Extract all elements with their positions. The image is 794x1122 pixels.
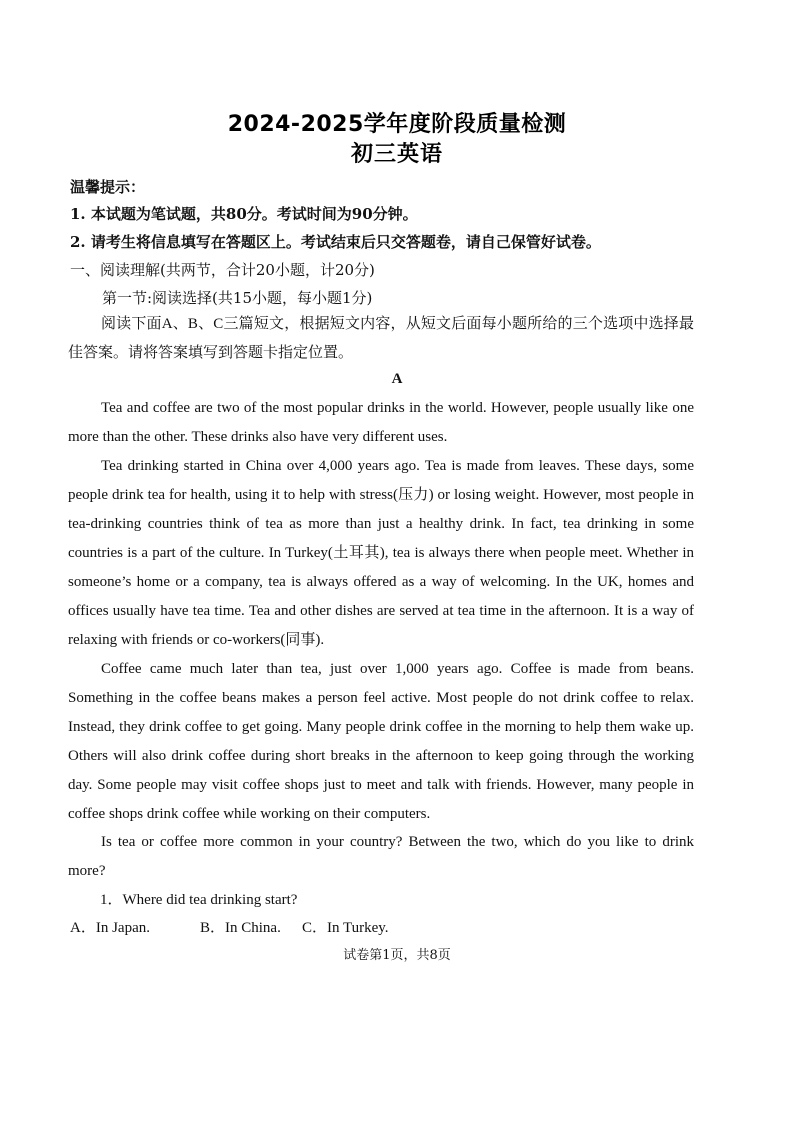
tip-item-2: 2. 请考生将信息填写在答题区上。考试结束后只交答题卷，请自己保管好试卷。 xyxy=(70,233,601,251)
instructions: 阅读下面A、B、C三篇短文，根据短文内容，从短文后面每小题所给的三个选项中选择最佳答案。请将答案填写到答题卡指定位置。 xyxy=(68,316,694,361)
section-heading: 一、阅读理解(共两节，合计20小题，计20分) xyxy=(70,261,375,279)
option-a: A．In Japan. xyxy=(70,920,150,936)
tip-item-1: 1. 本试题为笔试题，共80分。考试时间为90分钟。 xyxy=(70,205,418,223)
passage-paragraph-1: Tea and coffee are two of the most popular drinks in the world. However, people usually like one more than the other. These drinks also have very different uses. xyxy=(68,400,694,445)
question-1-options xyxy=(70,916,389,937)
tips-heading: 温馨提示： xyxy=(70,178,146,196)
page-number: 试卷第1页，共8页 xyxy=(343,948,451,963)
exam-title: 2024-2025学年度阶段质量检测 xyxy=(227,112,567,137)
option-b: B．In China. xyxy=(200,920,281,936)
exam-subject: 初三英语 xyxy=(350,142,443,167)
option-c: C．In Turkey. xyxy=(302,920,389,936)
passage-paragraph-4: Is tea or coffee more common in your country? Between the two, which do you like to drink more? xyxy=(68,834,694,879)
passage-label: A xyxy=(391,371,403,387)
part-heading: 第一节:阅读选择(共15小题，每小题1分) xyxy=(102,289,373,307)
passage-paragraph-2: Tea drinking started in China over 4,000 years ago. Tea is made from leaves. These days, some people drink tea for health, using it to help with stress(压力) or losing weight. However, most people in tea-drinking countries think of tea as more than just a healthy drink. In fact, tea drinking in some countries is a part of the culture. In Turkey(土耳其), tea is always there when people meet. Whether in someone’s home or a company, tea is always offered as a way of welcoming. In the UK, homes and offices usually have tea time. Tea and other dishes are served at tea time in the afternoon. It is a way of relaxing with friends or co-workers(同事). xyxy=(68,458,694,648)
question-1-stem: 1．Where did tea drinking start? xyxy=(100,892,298,908)
passage-paragraph-3: Coffee came much later than tea, just over 1,000 years ago. Coffee is made from beans. Something in the coffee beans makes a person feel active. Most people do not drink coffee to relax. Instead, they drink coffee to get going. Many people drink coffee in the morning to help them wake up. Others will also drink coffee during short breaks in the afternoon to keep going through the working day. Some people may visit coffee shops just to meet and talk with friends. However, many people in coffee shops drink coffee while working on their computers. xyxy=(68,661,694,822)
